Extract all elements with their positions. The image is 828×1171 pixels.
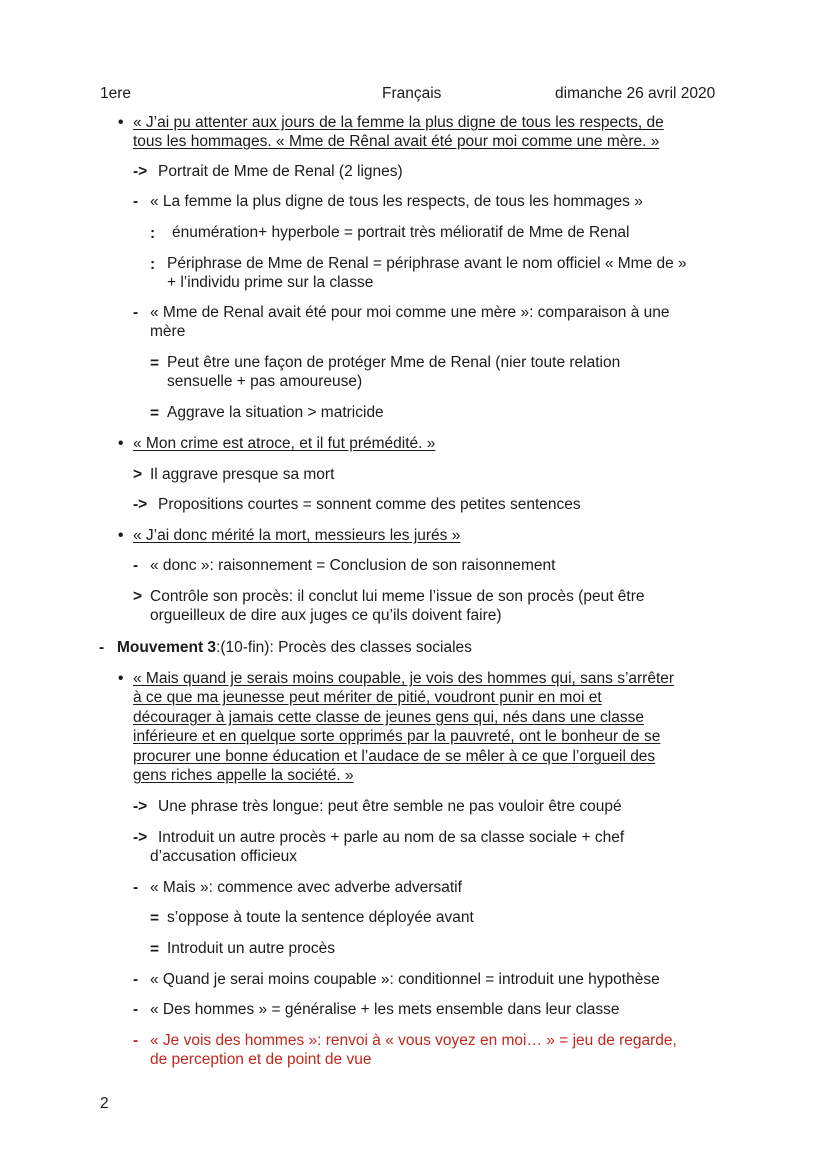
colon-icon: : bbox=[150, 256, 156, 273]
note-line: Introduit un autre procès bbox=[167, 940, 336, 957]
note-line: « La femme la plus digne de tous les respects, de tous les hommages » bbox=[150, 193, 643, 210]
quote-line: « Mon crime est atroce, et il fut prémédité. » bbox=[133, 435, 436, 452]
note-line: s’oppose à toute la sentence déployée avant bbox=[167, 909, 474, 926]
arrow-icon: -> bbox=[133, 163, 148, 180]
bullet-icon: • bbox=[118, 670, 124, 687]
gt-icon: > bbox=[133, 466, 143, 483]
page-number: 2 bbox=[100, 1095, 109, 1112]
gt-icon: > bbox=[133, 588, 143, 605]
quote-line: décourager à jamais cette classe de jeunes gens qui, nés dans une classe bbox=[133, 709, 644, 726]
note-line: Périphrase de Mme de Renal = périphrase avant le nom officiel « Mme de » bbox=[167, 255, 687, 272]
note-line: Contrôle son procès: il conclut lui meme l’issue de son procès (peut être bbox=[150, 588, 645, 605]
header-center: Français bbox=[382, 85, 442, 102]
section-heading-title: Mouvement 3 bbox=[117, 639, 217, 656]
dash-icon: - bbox=[133, 193, 139, 210]
quote-line: « J’ai pu attenter aux jours de la femme la plus digne de tous les respects, de bbox=[133, 114, 664, 131]
equals-icon: = bbox=[150, 405, 160, 422]
section-heading-subtitle: :(10-fin): Procès des classes sociales bbox=[216, 639, 472, 656]
dash-icon: - bbox=[133, 557, 139, 574]
note-line: « Mais »: commence avec adverbe adversatif bbox=[150, 879, 462, 896]
quote-line: à ce que ma jeunesse peut mériter de pitié, voudront punir en moi et bbox=[133, 689, 602, 706]
note-line: Aggrave la situation > matricide bbox=[167, 404, 384, 421]
note-line: orgueilleux de dire aux juges ce qu’ils doivent faire) bbox=[150, 607, 502, 624]
dash-icon: - bbox=[133, 879, 139, 896]
section-heading bbox=[117, 638, 472, 658]
equals-icon: = bbox=[150, 355, 160, 372]
note-line: Portrait de Mme de Renal (2 lignes) bbox=[158, 163, 403, 180]
note-line: énumération+ hyperbole = portrait très mélioratif de Mme de Renal bbox=[172, 224, 630, 241]
note-line: Il aggrave presque sa mort bbox=[150, 466, 335, 483]
dash-icon: - bbox=[133, 304, 139, 321]
quote-line: inférieure et en quelque sorte opprimés par la pauvreté, ont le bonheur de se bbox=[133, 728, 661, 745]
quote-line: gens riches appelle la société. » bbox=[133, 767, 354, 784]
arrow-icon: -> bbox=[133, 829, 148, 846]
note-line: Une phrase très longue: peut être semble ne pas vouloir être coupé bbox=[158, 798, 622, 815]
quote-line: « Mais quand je serais moins coupable, je vois des hommes qui, sans s’arrêter bbox=[133, 670, 675, 687]
highlight-note-line: de perception et de point de vue bbox=[150, 1051, 372, 1068]
equals-icon: = bbox=[150, 910, 160, 927]
header-date: dimanche 26 avril 2020 bbox=[555, 85, 716, 102]
dash-icon: - bbox=[133, 1001, 139, 1018]
bullet-icon: • bbox=[118, 435, 124, 452]
note-line: « Quand je serai moins coupable »: conditionnel = introduit une hypothèse bbox=[150, 971, 660, 988]
note-line: Propositions courtes = sonnent comme des petites sentences bbox=[158, 496, 581, 513]
bullet-icon: • bbox=[118, 527, 124, 544]
note-line: d’accusation officieux bbox=[150, 848, 298, 865]
dash-icon: - bbox=[133, 971, 139, 988]
header-left: 1ere bbox=[100, 85, 132, 102]
note-line: Introduit un autre procès + parle au nom de sa classe sociale + chef bbox=[158, 829, 625, 846]
quote-line: procurer une bonne éducation et l’audace de se mêler à ce que l’orgueil des bbox=[133, 748, 656, 765]
equals-icon: = bbox=[150, 941, 160, 958]
arrow-icon: -> bbox=[133, 798, 148, 815]
quote-line: tous les hommages. « Mme de Rênal avait été pour moi comme une mère. » bbox=[133, 133, 660, 150]
arrow-icon: -> bbox=[133, 496, 148, 513]
note-line: + l’individu prime sur la classe bbox=[167, 274, 374, 291]
note-line: « Mme de Renal avait été pour moi comme une mère »: comparaison à une bbox=[150, 304, 670, 321]
dash-icon: - bbox=[99, 639, 105, 656]
dash-icon: - bbox=[133, 1032, 139, 1049]
note-line: « donc »: raisonnement = Conclusion de son raisonnement bbox=[150, 557, 556, 574]
note-line: Peut être une façon de protéger Mme de Renal (nier toute relation bbox=[167, 354, 621, 371]
note-line: sensuelle + pas amoureuse) bbox=[167, 373, 363, 390]
note-line: « Des hommes » = généralise + les mets ensemble dans leur classe bbox=[150, 1001, 620, 1018]
bullet-icon: • bbox=[118, 114, 124, 131]
note-line: mère bbox=[150, 323, 186, 340]
colon-icon: : bbox=[150, 225, 156, 242]
highlight-note-line: « Je vois des hommes »: renvoi à « vous voyez en moi… » = jeu de regarde, bbox=[150, 1032, 677, 1049]
quote-line: « J’ai donc mérité la mort, messieurs les jurés » bbox=[133, 527, 461, 544]
